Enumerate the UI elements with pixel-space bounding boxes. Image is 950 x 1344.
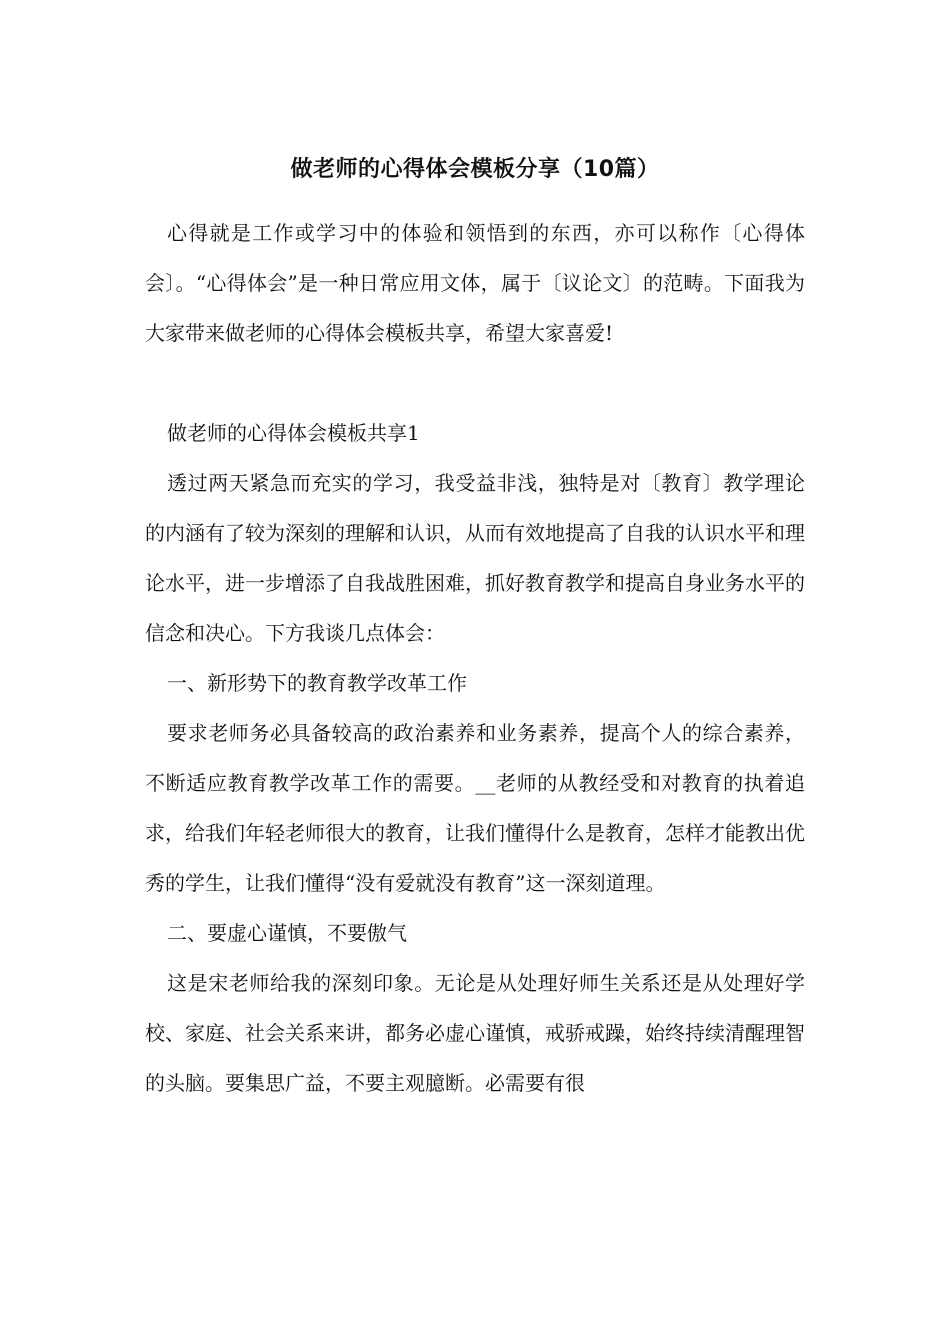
subheading-1: 一、新形势下的教育教学改革工作 <box>167 671 467 695</box>
body-paragraph-2: 要求老师务必具备较高的政治素养和业务素养，提高个人的综合素养，不断适应教育教学改革工作的需要。__老师的从教经受和对教育的执着追求，给我们年轻老师很大的教育，让我们懂得什么是教育，怎样才能教出优秀的学生，让我们懂得“没有爱就没有教育”这一深刻道理。 <box>145 721 805 895</box>
section-title: 做老师的心得体会模板共享1 <box>167 421 420 445</box>
paragraph-gap <box>145 358 805 408</box>
body-paragraph-3: 这是宋老师给我的深刻印象。无论是从处理好师生关系还是从处理好学校、家庭、社会关系来讲，都务必虚心谨慎，戒骄戒躁，始终持续清醒理智的头脑。要集思广益，不要主观臆断。必需要有很 <box>145 971 805 1095</box>
document-title: 做老师的心得体会模板分享（10篇） <box>290 157 660 182</box>
intro-paragraph: 心得就是工作或学习中的体验和领悟到的东西，亦可以称作〔心得体会〕。“心得体会”是一种日常应用文体，属于〔议论文〕的范畴。下面我为大家带来做老师的心得体会模板共享，希望大家喜爱! <box>145 221 805 345</box>
document-body <box>145 208 805 1108</box>
body-paragraph-1: 透过两天紧急而充实的学习，我受益非浅，独特是对〔教育〕教学理论的内涵有了较为深刻的理解和认识，从而有效地提高了自我的认识水平和理论水平，进一步增添了自我战胜困难，抓好教育教学和提高自身业务水平的信念和决心。下方我谈几点体会： <box>145 471 805 645</box>
subheading-2: 二、要虚心谨慎，不要傲气 <box>167 921 407 945</box>
